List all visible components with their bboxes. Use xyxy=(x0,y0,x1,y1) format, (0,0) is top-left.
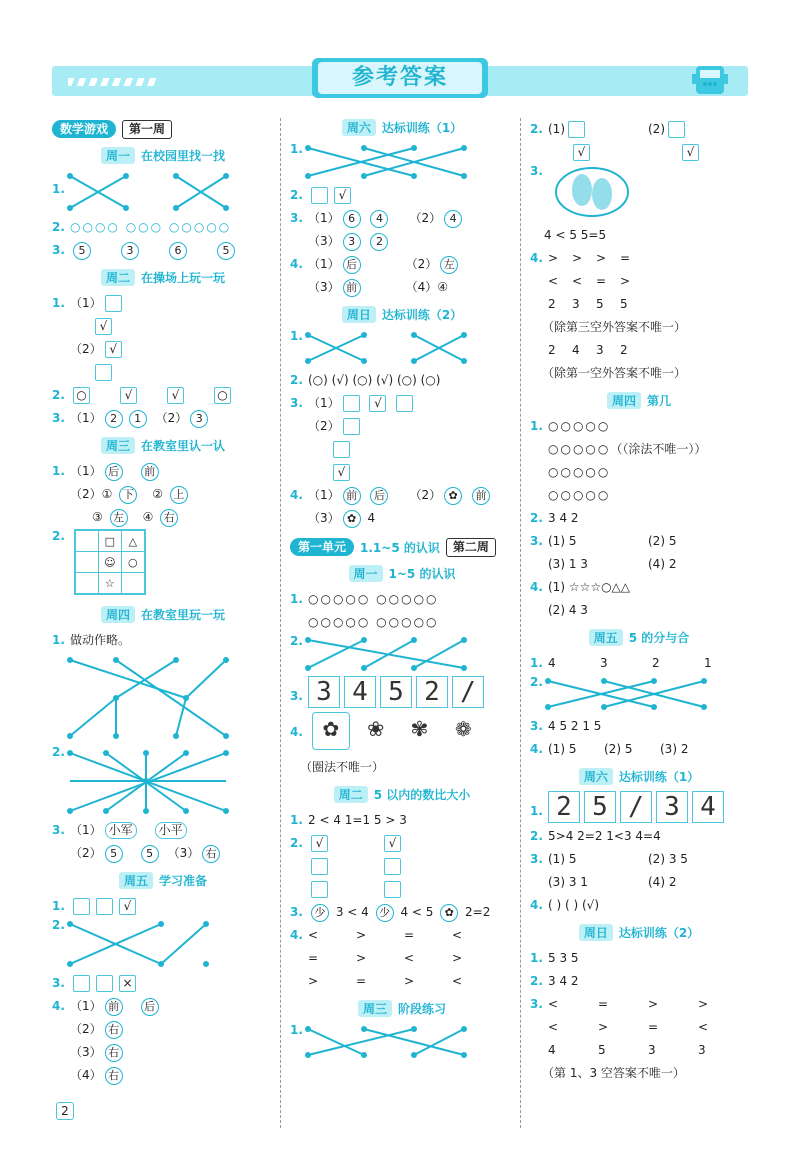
grouping-picture xyxy=(552,164,632,220)
answer-box xyxy=(384,881,401,898)
answer: ○○○○○ ○○○○○ xyxy=(308,615,439,629)
answer-box xyxy=(311,858,328,875)
page-title: 参考答案 xyxy=(318,62,482,94)
label: ② xyxy=(152,487,164,501)
answer-circle: 前 xyxy=(343,487,361,505)
answer: 3 < 4 xyxy=(335,905,369,919)
answer-circle: 右 xyxy=(105,1067,123,1085)
answer-circle: 后 xyxy=(141,998,159,1016)
section-title: 在操场上玩一玩 xyxy=(141,270,226,285)
answer-box: √ xyxy=(333,464,350,481)
column-1: 数学游戏 第一周 周一 在校园里找一找 1. 2. ○○○○ ○○○ ○○○○○ 3. 5 3 6 5 周二 在操场上玩一玩 1. （1） √ （2） √ 2. ○ √ √ ○ 3. （1） 2 1 （2） 3 周三 在教室里认一认 1. （1） 后 前 （2）① 下 ② 上 ③ 左 ④ 右 2. □ △ ☺ ○ ☆ 周四 在教室里玩一玩 1. 做动作略。 2. 3. （1） 小军 小平 （2） 5 5 （3） 右 周五 学习准备 1. √ 2. 3. × 4. （1） 前 后 （2） 右 （3） 右 （4） 右 xyxy=(52,118,274,1087)
section-header xyxy=(530,628,748,646)
answer-box xyxy=(343,418,360,435)
answer-circle: 后 xyxy=(105,463,123,481)
tracing-box: 2 xyxy=(548,791,580,823)
answer-circle: 前 xyxy=(105,998,123,1016)
answer-circle: 前 xyxy=(472,487,490,505)
column-3: 2. (1) (2) √ √ 3. 4 < 5 5=5 4. > > > = < < = > 2 3 5 5 （除第三空外答案不唯一） 2 4 3 2 （除第一空外答案不唯一） 周四 第几 1. ○○○○○ ○○○○○（（涂法不唯一）） ○○○○○ ○○○○○ 2. 3 4 2 3. (1) 5 (2) 5 (3) 1 3 (4) 2 4. (1) ☆☆☆○△△ (2) 4 3 周五 5 的分与合 1. 4 3 2 1 2. 3. 4 5 2 1 5 4. (1) 5 (2) 5 (3) 2 周六 达标训练（1） 1. 2 5 / 3 4 2. 5>4 2=2 1<3 4=4 3. (1) 5 (2) 3 5 (3) 3 1 (4) 2 4. ( ) ( ) (√) 周日 达标训练（2） 1. 5 3 5 2. 3 4 2 3. < = > > < > = < 4 5 3 3 （第 1、3 空答案不唯一） xyxy=(530,118,748,1085)
answer: (2) 4 3 xyxy=(548,603,588,617)
column-2: 周六 达标训练（1） 1. 2. √ 3. （1） 6 4 （2） 4 （3） 3 2 4. （1） 后 （2） 左 （3） 前 （4）④ 周日 达标训练（2） 1. 2. (○) (√) (○) (√) (○) (○) 3. （1） √ （2） √ 4. （1） 前 后 （2） ✿ 前 （3） ✿ 4 第一单元 1.1~5 的认识 第二周 周一 1~5 的认识 1. ○○○○○ ○○○○○ ○○○○○ ○○○○○ 2. 3. 3 4 5 2 / 4. ✿ ❀ ✾ ❁ （圈法不唯一） 周二 5 以内的数比大小 1. 2 < 4 1=1 5 > 3 2. √ √ 3. 少 3 < 4 少 4 < 5 ✿ 2=2 4. < > = < = > < > > = > < 周三 阶段练习 1. xyxy=(290,118,514,1063)
column-divider xyxy=(280,118,281,1128)
picture-group: ❁ xyxy=(455,713,472,743)
answer-circle: 右 xyxy=(105,1044,123,1062)
day-label: 周二 xyxy=(101,269,135,286)
answer: ○○○○ ○○○ ○○○○○ xyxy=(70,220,232,234)
matching-lines xyxy=(66,652,266,742)
section-title: 达标训练（1） xyxy=(381,120,463,135)
note: （第 1、3 空答案不唯一） xyxy=(542,1066,685,1080)
answer-box xyxy=(73,975,90,992)
section-title: 学习准备 xyxy=(159,873,208,888)
day-label: 周二 xyxy=(334,786,368,803)
tracing-box: 2 xyxy=(416,676,448,708)
answer: 2 < 4 1=1 5 > 3 xyxy=(308,813,407,827)
day-label: 周日 xyxy=(579,924,613,941)
answer-circle: 前 xyxy=(141,463,159,481)
answer-box xyxy=(568,121,585,138)
answer-box xyxy=(668,121,685,138)
answer-circle: 5 xyxy=(141,845,159,863)
section-header xyxy=(52,146,274,164)
day-label: 周四 xyxy=(101,606,135,623)
day-label: 周三 xyxy=(101,437,135,454)
answer-box: √ xyxy=(369,395,386,412)
answer-circle: 6 xyxy=(343,210,361,228)
section-title: 在教室里认一认 xyxy=(141,438,226,453)
section-header xyxy=(290,999,514,1017)
section-title: 达标训练（2） xyxy=(381,307,463,322)
tracing-box: 3 xyxy=(308,676,340,708)
answer-box: √ xyxy=(120,387,137,404)
day-label: 周一 xyxy=(101,147,135,164)
answer-circle: 5 xyxy=(73,242,91,260)
section-header xyxy=(290,305,514,323)
section-header xyxy=(290,118,514,136)
answer-circle: 右 xyxy=(160,509,178,527)
section-title: 阶段练习 xyxy=(398,1001,447,1016)
answer-box xyxy=(333,441,350,458)
section-header xyxy=(52,268,274,286)
picture-group: ✿ xyxy=(312,712,350,750)
section-header xyxy=(530,391,748,409)
unit-tag: 第一单元 xyxy=(290,538,354,556)
answer-circle: 右 xyxy=(202,845,220,863)
day-label: 周六 xyxy=(342,119,376,136)
day-label: 周日 xyxy=(342,306,376,323)
answer: ○○○○○ xyxy=(548,442,611,456)
section-header xyxy=(52,605,274,623)
answer-circle: 少 xyxy=(311,904,329,922)
answer-box: √ xyxy=(573,144,590,161)
answer-circle: 5 xyxy=(105,845,123,863)
answer-circle: 下 xyxy=(119,486,137,504)
picture-group: ✾ xyxy=(411,713,428,743)
matching-lines xyxy=(304,1023,504,1061)
answer-box: ○ xyxy=(214,387,231,404)
note: （除第一空外答案不唯一） xyxy=(542,366,687,380)
answer-circle: 前 xyxy=(343,279,361,297)
answer-box: √ xyxy=(334,187,351,204)
matching-lines xyxy=(304,142,504,182)
answer-circle: 3 xyxy=(190,410,208,428)
answer-circle: 左 xyxy=(110,509,128,527)
answer-circle: 少 xyxy=(376,904,394,922)
answer-box: √ xyxy=(119,898,136,915)
answer-box: √ xyxy=(105,341,122,358)
section-title: 在教室里玩一玩 xyxy=(141,607,226,622)
matching-lines xyxy=(66,745,266,817)
answer-box: ○ xyxy=(73,387,90,404)
answer-box: × xyxy=(119,975,136,992)
section-header xyxy=(530,767,748,785)
tracing-box: 5 xyxy=(380,676,412,708)
answer-box xyxy=(96,898,113,915)
answer-circle: 左 xyxy=(440,256,458,274)
answer-box xyxy=(95,364,112,381)
answer-circle: 1 xyxy=(129,410,147,428)
matching-lines xyxy=(544,675,744,713)
section-header xyxy=(530,923,748,941)
answer: 做动作略。 xyxy=(70,633,131,647)
game-tag: 数学游戏 xyxy=(52,120,116,138)
answer-box: 小平 xyxy=(155,822,187,839)
week-tag: 第一周 xyxy=(122,120,172,139)
matching-lines xyxy=(66,918,266,970)
section-title: 5 以内的数比大小 xyxy=(373,787,471,802)
answer: (1) ☆☆☆○△△ xyxy=(548,580,631,594)
answer: 4 5 2 1 5 xyxy=(548,719,602,733)
section-header xyxy=(290,564,514,582)
tracing-box: 5 xyxy=(584,791,616,823)
answer: ○○○○○ ○○○○○ xyxy=(308,592,439,606)
tracing-box: / xyxy=(620,791,652,823)
answer: 5>4 2=2 1<3 4=4 xyxy=(548,829,661,843)
page-number: 2 xyxy=(56,1102,74,1120)
note: （除第三空外答案不唯一） xyxy=(542,320,687,334)
note: （涂法不唯一） xyxy=(622,442,695,456)
tracing-box: 3 xyxy=(656,791,688,823)
section-title: 1~5 的认识 xyxy=(388,566,456,581)
section-header xyxy=(52,871,274,889)
day-label: 周三 xyxy=(358,1000,392,1017)
answer: ( ) ( ) (√) xyxy=(548,898,599,912)
answer-box: √ xyxy=(167,387,184,404)
answer: 3 4 2 xyxy=(548,974,579,988)
tracing-box: 4 xyxy=(344,676,376,708)
answer-box: √ xyxy=(384,835,401,852)
matching-lines xyxy=(304,634,504,674)
section-title: 第几 xyxy=(647,393,672,408)
answer-circle: 3 xyxy=(121,242,139,260)
note: （圈法不唯一） xyxy=(300,760,385,774)
day-label: 周六 xyxy=(579,768,613,785)
answer-box: √ xyxy=(95,318,112,335)
day-label: 周四 xyxy=(607,392,641,409)
label: ④ xyxy=(142,510,154,524)
day-label: 周五 xyxy=(119,872,153,889)
week-tag: 第二周 xyxy=(446,538,496,557)
answer-circle: 5 xyxy=(217,242,235,260)
day-label: 周一 xyxy=(349,565,383,582)
section-title: 在校园里找一找 xyxy=(141,148,226,163)
section-header xyxy=(290,785,514,803)
answer-box xyxy=(311,187,328,204)
answer: 2=2 xyxy=(465,905,491,919)
answer-box xyxy=(311,881,328,898)
answer: (○) (√) (○) (√) (○) (○) xyxy=(308,373,441,387)
animal-picture: ✿ xyxy=(440,904,458,922)
answer-circle: 后 xyxy=(343,256,361,274)
unit-title: 1.1~5 的认识 xyxy=(360,540,440,555)
answer-circle: 后 xyxy=(370,487,388,505)
robot-icon xyxy=(690,60,730,100)
matching-lines xyxy=(304,329,504,367)
answer: 3 4 2 xyxy=(548,511,579,525)
answer-box xyxy=(73,898,90,915)
column-divider xyxy=(520,118,521,1128)
tracing-box: / xyxy=(452,676,484,708)
section-title: 达标训练（1） xyxy=(618,769,700,784)
answer: 4 xyxy=(367,511,376,525)
answer-circle: 2 xyxy=(105,410,123,428)
answer-circle: 4 xyxy=(444,210,462,228)
answer-box xyxy=(396,395,413,412)
answer-box: 小军 xyxy=(105,822,137,839)
answer-circle: 4 xyxy=(370,210,388,228)
day-label: 周五 xyxy=(589,629,623,646)
header-stripes xyxy=(68,78,158,86)
matching-lines xyxy=(66,170,266,214)
answer-circle: 6 xyxy=(169,242,187,260)
answer: ○○○○○ xyxy=(548,419,611,433)
picture-group: ❀ xyxy=(367,713,384,743)
label: ③ xyxy=(92,510,103,524)
position-grid: □ △ ☺ ○ ☆ xyxy=(74,529,146,595)
answer-circle: 上 xyxy=(170,486,188,504)
section-header xyxy=(52,436,274,454)
answer: ④ xyxy=(437,280,449,294)
label: ① xyxy=(101,487,113,501)
animal-picture: ✿ xyxy=(343,510,361,528)
answer: 4 < 5 5=5 xyxy=(544,228,607,242)
answer-circle: 右 xyxy=(105,1021,123,1039)
section-title: 5 的分与合 xyxy=(628,630,690,645)
section-title: 达标训练（2） xyxy=(618,925,700,940)
answer-circle: 2 xyxy=(370,233,388,251)
answer-box xyxy=(384,858,401,875)
answer-box xyxy=(343,395,360,412)
tracing-box: 4 xyxy=(692,791,724,823)
answer-circle: 3 xyxy=(343,233,361,251)
answer-box: √ xyxy=(311,835,328,852)
answer-box xyxy=(105,295,122,312)
answer: 4 < 5 xyxy=(400,905,434,919)
answer: 5 3 5 xyxy=(548,951,579,965)
answer-box xyxy=(96,975,113,992)
animal-picture: ✿ xyxy=(444,487,462,505)
answer-box: √ xyxy=(682,144,699,161)
